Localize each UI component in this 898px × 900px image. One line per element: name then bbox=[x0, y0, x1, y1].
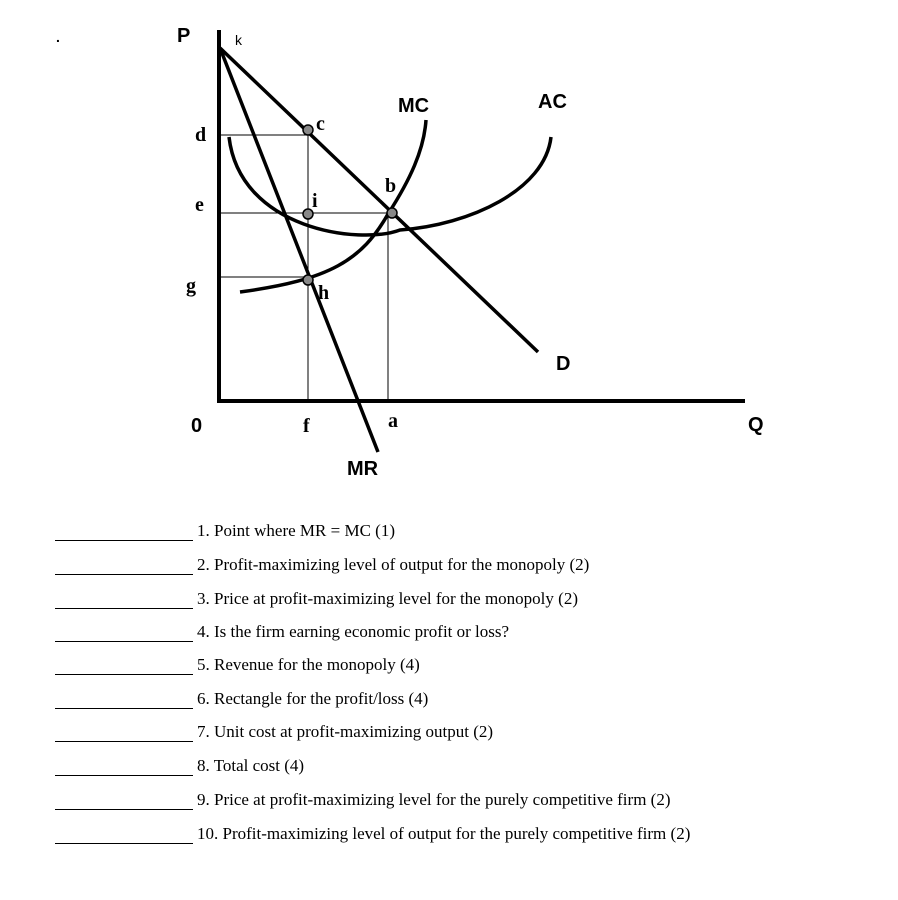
question-text: 8. Total cost (4) bbox=[197, 756, 305, 775]
label-g: g bbox=[186, 275, 196, 297]
question-text: 5. Revenue for the monopoly (4) bbox=[197, 655, 420, 674]
label-b: b bbox=[385, 175, 397, 197]
mc-label: MC bbox=[398, 95, 430, 117]
label-k: k bbox=[235, 32, 242, 48]
quantity-axis-label: Q bbox=[748, 414, 764, 436]
label-i: i bbox=[312, 190, 318, 212]
question-row bbox=[0, 515, 898, 549]
question-text: 1. Point where MR = MC (1) bbox=[197, 521, 395, 540]
question-text: 6. Rectangle for the profit/loss (4) bbox=[197, 689, 429, 708]
label-c: c bbox=[316, 113, 325, 135]
answer-blank[interactable] bbox=[55, 809, 193, 810]
stray-dot: . bbox=[56, 29, 60, 45]
question-row bbox=[0, 616, 898, 650]
question-text: 7. Unit cost at profit-maximizing output (2) bbox=[197, 722, 494, 741]
label-f: f bbox=[303, 415, 310, 437]
label-d: d bbox=[195, 124, 207, 146]
question-row bbox=[0, 818, 898, 852]
answer-blank[interactable] bbox=[55, 608, 193, 609]
question-row bbox=[0, 750, 898, 784]
answer-blank[interactable] bbox=[55, 574, 193, 575]
point-h bbox=[303, 275, 313, 285]
question-text: 4. Is the firm earning economic profit or loss? bbox=[197, 622, 510, 641]
price-axis-label: P bbox=[177, 25, 191, 47]
question-row bbox=[0, 716, 898, 750]
ac-label: AC bbox=[538, 91, 567, 113]
demand-line bbox=[220, 48, 538, 352]
question-text: 2. Profit-maximizing level of output for the monopoly (2) bbox=[197, 555, 590, 574]
answer-blank[interactable] bbox=[55, 540, 193, 541]
question-text: 3. Price at profit-maximizing level for the monopoly (2) bbox=[197, 589, 578, 608]
point-b bbox=[387, 208, 397, 218]
question-text: 10. Profit-maximizing level of output for the purely competitive firm (2) bbox=[197, 824, 691, 843]
answer-blank[interactable] bbox=[55, 775, 193, 776]
question-row bbox=[0, 683, 898, 717]
question-text: 9. Price at profit-maximizing level for the purely competitive firm (2) bbox=[197, 790, 671, 809]
demand-label: D bbox=[556, 353, 571, 375]
answer-blank[interactable] bbox=[55, 641, 193, 642]
mr-line bbox=[220, 48, 378, 452]
answer-blank[interactable] bbox=[55, 708, 193, 709]
origin-label: 0 bbox=[191, 415, 203, 437]
answer-blank[interactable] bbox=[55, 843, 193, 844]
question-row bbox=[0, 583, 898, 617]
label-h: h bbox=[318, 282, 330, 304]
question-row bbox=[0, 649, 898, 683]
label-a: a bbox=[388, 410, 398, 432]
mr-label: MR bbox=[347, 458, 379, 480]
question-row bbox=[0, 784, 898, 818]
answer-blank[interactable] bbox=[55, 674, 193, 675]
point-c bbox=[303, 125, 313, 135]
label-e: e bbox=[195, 194, 204, 216]
question-row bbox=[0, 549, 898, 583]
answer-blank[interactable] bbox=[55, 741, 193, 742]
